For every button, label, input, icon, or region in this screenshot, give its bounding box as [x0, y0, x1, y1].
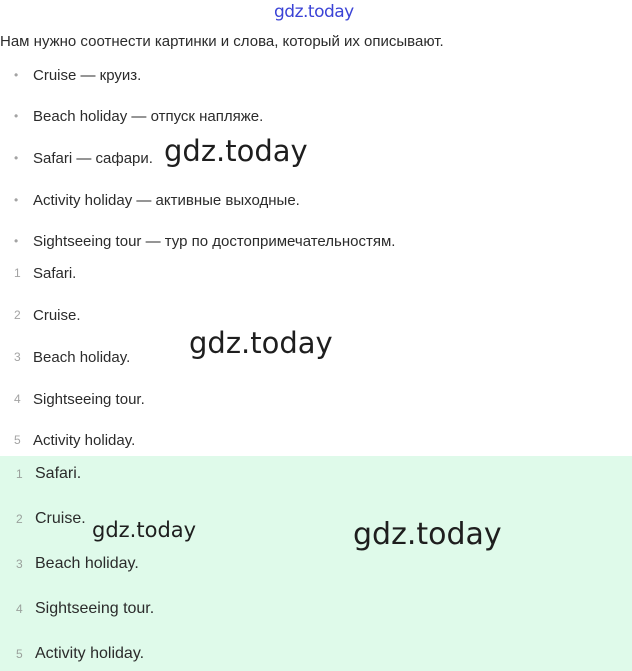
answer-number: 4 — [16, 602, 23, 616]
list-item — [0, 189, 300, 211]
bullet-marker: • — [14, 193, 19, 207]
answer-item — [0, 462, 81, 486]
answer-number: 1 — [16, 467, 23, 481]
list-item — [0, 105, 263, 127]
list-item-text: Cruise — круиз. — [33, 66, 142, 84]
bullet-marker: • — [14, 109, 19, 123]
list-item-text: Sightseeing tour — тур по достопримечательностям. — [33, 232, 396, 250]
numbered-item-text: Safari. — [33, 264, 77, 282]
answer-item — [0, 642, 144, 666]
numbered-item-text: Sightseeing tour. — [33, 390, 145, 408]
bullet-marker: • — [14, 234, 19, 248]
item-number: 2 — [14, 308, 21, 322]
numbered-item-text: Beach holiday. — [33, 348, 131, 366]
item-number: 5 — [14, 433, 21, 447]
list-item — [0, 147, 153, 169]
answer-number: 5 — [16, 647, 23, 661]
answer-item — [0, 597, 154, 621]
numbered-item-text: Activity holiday. — [33, 431, 136, 449]
watermark: gdz.today — [353, 517, 502, 552]
answer-number: 3 — [16, 557, 23, 571]
item-number: 1 — [14, 266, 21, 280]
answer-item-text: Activity holiday. — [35, 645, 145, 662]
answer-item — [0, 552, 139, 576]
list-item-text: Safari — сафари. — [33, 149, 153, 167]
numbered-item-text: Cruise. — [33, 306, 81, 324]
answer-item-text: Safari. — [35, 465, 82, 482]
numbered-item — [0, 429, 135, 451]
list-item — [0, 64, 141, 86]
list-item — [0, 230, 395, 252]
watermark-top: gdz.today — [274, 2, 354, 22]
bullet-marker: • — [14, 68, 19, 82]
watermark: gdz.today — [164, 134, 308, 168]
answer-number: 2 — [16, 512, 23, 526]
item-number: 3 — [14, 350, 21, 364]
bullet-marker: • — [14, 151, 19, 165]
answer-item-text: Cruise. — [35, 510, 86, 527]
list-item-text: Activity holiday — активные выходные. — [33, 191, 300, 209]
list-item-text: Beach holiday — отпуск напляже. — [33, 107, 264, 125]
watermark: gdz.today — [92, 518, 197, 542]
answer-item — [0, 507, 86, 531]
numbered-item — [0, 262, 76, 284]
answer-item-text: Beach holiday. — [35, 555, 139, 572]
item-number: 4 — [14, 392, 21, 406]
numbered-item — [0, 346, 130, 368]
numbered-item — [0, 388, 145, 410]
watermark: gdz.today — [189, 326, 333, 360]
intro-text: Нам нужно соотнести картинки и слова, который их описывают. — [0, 33, 444, 50]
numbered-item — [0, 304, 81, 326]
answer-item-text: Sightseeing tour. — [35, 600, 155, 617]
